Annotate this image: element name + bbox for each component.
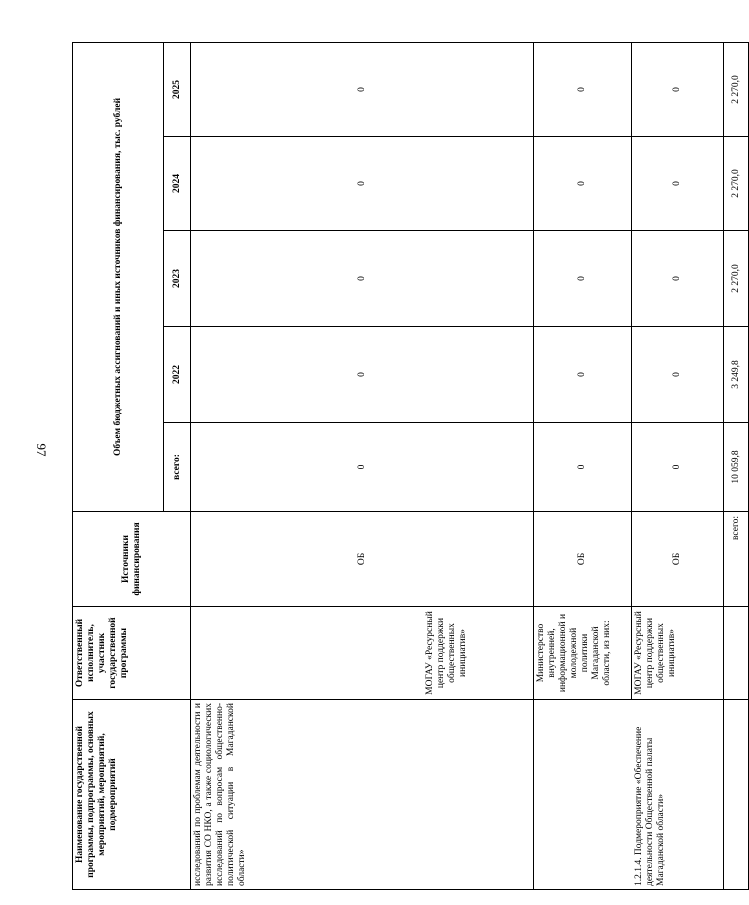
total-executor-cell <box>724 607 749 700</box>
header-year-2025: 2025 <box>164 42 191 136</box>
row-executor-cell: Министерство внутренней, информационной и молодежной политики Магаданской области, из них: <box>534 607 632 700</box>
row-source-cell: ОБ <box>191 512 534 607</box>
header-year-2023: 2023 <box>164 231 191 327</box>
header-row <box>73 42 164 889</box>
header-source: Источники финансирования <box>73 512 191 607</box>
header-volume: Объем бюджетных ассигнований и иных источников финансирования, тыс. рублей <box>73 42 164 511</box>
total-name-cell <box>724 700 749 890</box>
row-executor-cell: МОГАУ «Ресурсный центр поддержки общественных инициатив» <box>632 607 724 700</box>
row-value-2023: 0 <box>632 231 724 327</box>
row-value-total: 0 <box>534 423 632 512</box>
header-year-total: всего: <box>164 423 191 512</box>
row-executor-cell: МОГАУ «Ресурсный центр поддержки общественных инициатив» <box>191 607 534 700</box>
total-value-2025: 2 270,0 <box>724 42 749 136</box>
header-name: Наименование государственной программы, подпрограммы, основных мероприятий, мероприятий, подмероприятий <box>73 700 191 890</box>
header-year-2022: 2022 <box>164 327 191 423</box>
row-value-2025: 0 <box>632 42 724 136</box>
row-value-2022: 0 <box>191 327 534 423</box>
header-year-2024: 2024 <box>164 137 191 231</box>
table-row <box>191 42 534 889</box>
financing-table <box>72 42 749 890</box>
total-value-2022: 3 249,8 <box>724 327 749 423</box>
table-row <box>534 42 632 889</box>
row-value-2022: 0 <box>632 327 724 423</box>
row-source-cell: ОБ <box>632 512 724 607</box>
total-value-all: 10 059,8 <box>724 423 749 512</box>
row-source-cell: ОБ <box>534 512 632 607</box>
row-value-2023: 0 <box>534 231 632 327</box>
total-value-2023: 2 270,0 <box>724 231 749 327</box>
page-number: 97 <box>34 443 49 457</box>
header-executor: Ответственный исполнитель, участник государственной программы <box>73 607 191 700</box>
row-value-2023: 0 <box>191 231 534 327</box>
total-value-2024: 2 270,0 <box>724 137 749 231</box>
row-value-total: 0 <box>191 423 534 512</box>
row-value-2022: 0 <box>534 327 632 423</box>
row-name-cell: 1.2.1.4. Подмероприятие «Обеспечение деятельности Общественной палаты Магаданской области» <box>534 700 724 890</box>
total-row <box>724 42 749 889</box>
row-value-2025: 0 <box>534 42 632 136</box>
row-name-cell: исследований по проблемам деятельности и развития СО НКО, а также социологических исследований по вопросам общественно-политической ситуации в Магаданской области» <box>191 700 534 890</box>
row-value-2024: 0 <box>534 137 632 231</box>
row-value-2024: 0 <box>191 137 534 231</box>
total-label: всего: <box>724 512 749 607</box>
row-value-2024: 0 <box>632 137 724 231</box>
row-value-2025: 0 <box>191 42 534 136</box>
row-value-total: 0 <box>632 423 724 512</box>
